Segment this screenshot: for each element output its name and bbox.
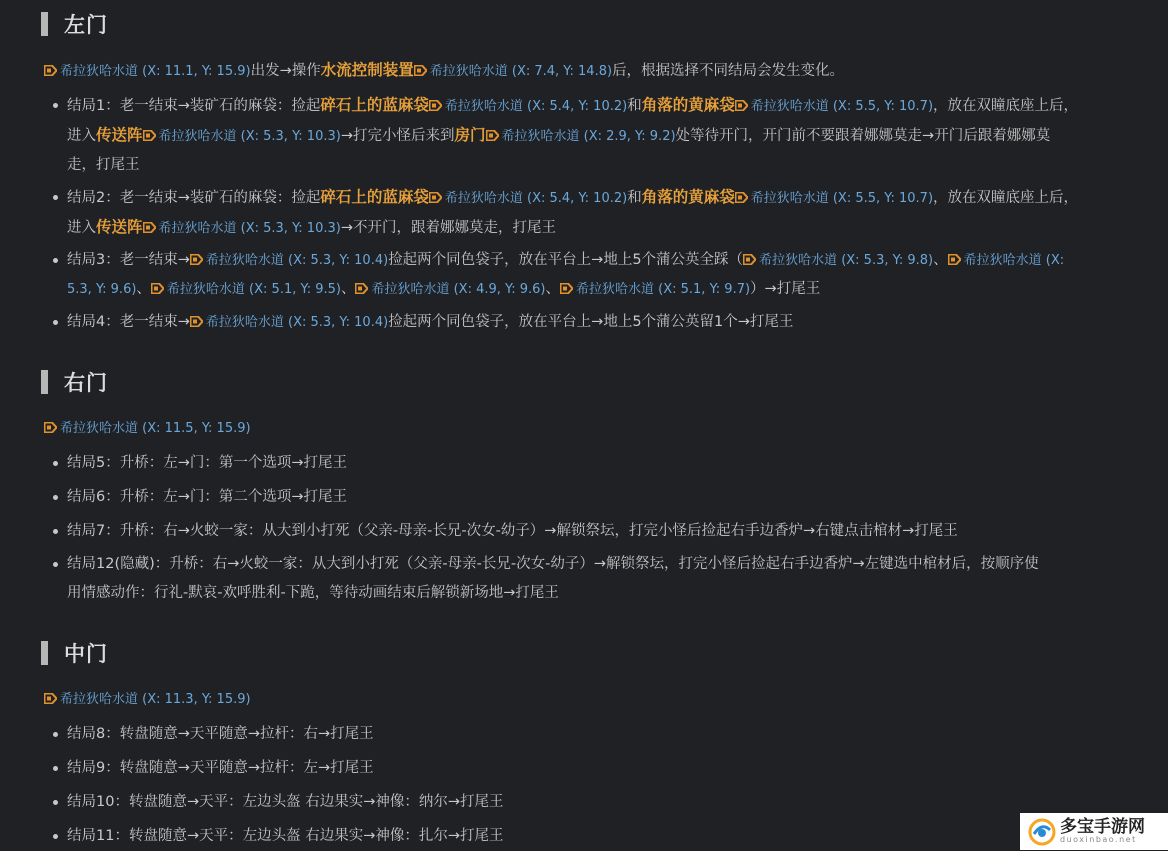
location-tag-icon bbox=[486, 130, 499, 141]
location-link[interactable] bbox=[143, 221, 341, 236]
watermark-domain: duoxinbao.net bbox=[1060, 835, 1137, 844]
location-link[interactable] bbox=[355, 282, 545, 297]
swirl-logo-icon bbox=[1028, 818, 1056, 846]
list-item bbox=[67, 483, 1142, 512]
location-text[interactable]: 希拉狄哈水道 (X: 5.1, Y: 9.5) bbox=[166, 282, 341, 297]
text-run: 结局9：转盘随意→天平随意→拉杆：左→打尾王 bbox=[67, 760, 374, 776]
text-run: 结局5：升桥：左→门：第一个选项→打尾王 bbox=[67, 455, 348, 471]
location-text[interactable]: 希拉狄哈水道 (X: 5.5, Y: 10.7) bbox=[750, 191, 934, 206]
heading-bar bbox=[41, 641, 48, 665]
list-item bbox=[67, 720, 1142, 749]
list-item bbox=[67, 183, 1142, 243]
text-run: 捡起两个同色袋子，放在平台上→地上5个蒲公英留1个→打尾王 bbox=[388, 314, 794, 330]
location-link[interactable] bbox=[735, 99, 933, 114]
location-text[interactable]: 希拉狄哈水道 (X: 5.4, Y: 10.2) bbox=[444, 99, 628, 114]
location-tag-icon bbox=[190, 254, 203, 265]
item-name: 角落的黄麻袋 bbox=[641, 188, 735, 206]
location-tag-icon bbox=[414, 65, 427, 76]
location-tag-icon bbox=[429, 100, 442, 111]
item-name: 碎石上的蓝麻袋 bbox=[320, 188, 429, 206]
list-item bbox=[67, 822, 1142, 851]
location-link[interactable] bbox=[414, 64, 612, 79]
location-text[interactable]: 5.3, Y: 9.6) bbox=[67, 282, 137, 297]
location-text[interactable]: 希拉狄哈水道 (X: 5.3, Y: 10.4) bbox=[205, 315, 389, 330]
item-name: 碎石上的蓝麻袋 bbox=[320, 96, 429, 114]
location-link[interactable] bbox=[151, 282, 341, 297]
section-intro bbox=[44, 414, 251, 443]
text-run: 、 bbox=[933, 252, 948, 268]
location-tag-icon bbox=[143, 222, 156, 233]
location-tag-icon bbox=[190, 316, 203, 327]
location-link[interactable] bbox=[44, 421, 251, 436]
text-run: 、 bbox=[545, 281, 561, 297]
location-tag-icon bbox=[948, 254, 961, 265]
text-run: 走，打尾王 bbox=[67, 157, 140, 173]
location-tag-icon bbox=[743, 254, 756, 265]
text-run: 捡起两个同色袋子，放在平台上→地上5个蒲公英全踩（ bbox=[388, 252, 744, 268]
list-item bbox=[67, 517, 1142, 546]
text-run: 结局2：老一结束→装矿石的麻袋：捡起 bbox=[67, 190, 321, 206]
location-text[interactable]: 希拉狄哈水道 (X: 5.3, Y: 10.4) bbox=[205, 253, 389, 268]
text-run: ，放在双瞳底座上后， bbox=[933, 98, 1079, 114]
location-text[interactable]: 希拉狄哈水道 (X: 5.3, Y: 10.3) bbox=[158, 129, 341, 144]
text-run: 进入 bbox=[67, 220, 96, 236]
location-text[interactable]: 希拉狄哈水道 (X: 11.1, Y: 15.9) bbox=[60, 64, 251, 79]
location-link[interactable] bbox=[190, 315, 388, 330]
text-run: 、 bbox=[136, 281, 151, 297]
location-tag-icon bbox=[44, 422, 57, 433]
text-run: 结局8：转盘随意→天平随意→拉杆：右→打尾王 bbox=[67, 726, 374, 742]
text-run: 结局4：老一结束→ bbox=[67, 314, 190, 330]
section-title: 右门 bbox=[64, 371, 108, 395]
text-run: 和 bbox=[627, 190, 642, 206]
location-text[interactable]: 希拉狄哈水道 (X: 5.4, Y: 10.2) bbox=[444, 191, 628, 206]
text-run: 结局10：转盘随意→天平：左边头盔 右边果实→神像：纳尔→打尾王 bbox=[67, 794, 504, 810]
location-text[interactable]: 希拉狄哈水道 (X: bbox=[963, 253, 1065, 268]
location-text[interactable]: 希拉狄哈水道 (X: 5.3, Y: 10.3) bbox=[158, 221, 341, 236]
text-run: 结局1：老一结束→装矿石的麻袋：捡起 bbox=[67, 98, 321, 114]
text-run: 、 bbox=[340, 281, 356, 297]
text-run: →打完小怪后来到 bbox=[340, 128, 455, 144]
heading-bar bbox=[41, 12, 48, 36]
section-heading-right bbox=[41, 368, 108, 396]
location-text[interactable]: 希拉狄哈水道 (X: 11.5, Y: 15.9) bbox=[60, 421, 251, 436]
location-text[interactable]: 希拉狄哈水道 (X: 7.4, Y: 14.8) bbox=[429, 64, 613, 79]
location-tag-icon bbox=[355, 283, 368, 294]
text-run: 结局6：升桥：左→门：第二个选项→打尾王 bbox=[67, 489, 348, 505]
location-link[interactable] bbox=[429, 99, 627, 114]
item-name: 传送阵 bbox=[96, 126, 143, 144]
heading-bar bbox=[41, 370, 48, 394]
text-run: →不开门，跟着娜娜莫走，打尾王 bbox=[340, 220, 556, 236]
location-tag-icon bbox=[735, 100, 748, 111]
text-run: 和 bbox=[627, 98, 642, 114]
location-tag-icon bbox=[560, 283, 573, 294]
section-heading-middle bbox=[41, 639, 108, 667]
location-text[interactable]: 希拉狄哈水道 (X: 2.9, Y: 9.2) bbox=[501, 129, 676, 144]
location-link[interactable] bbox=[429, 191, 627, 206]
list-item bbox=[67, 308, 1142, 337]
section-title: 中门 bbox=[64, 642, 108, 666]
text-run: ，放在双瞳底座上后， bbox=[933, 190, 1079, 206]
location-link[interactable] bbox=[948, 253, 1065, 268]
list-item bbox=[67, 449, 1142, 478]
list-item bbox=[67, 91, 1142, 180]
location-tag-icon bbox=[735, 192, 748, 203]
location-text[interactable]: 希拉狄哈水道 (X: 4.9, Y: 9.6) bbox=[371, 282, 546, 297]
text-run: 处等待开门，开门前不要跟着娜娜莫走→开门后跟着娜娜莫 bbox=[675, 128, 1051, 144]
item-name: 角落的黄麻袋 bbox=[641, 96, 735, 114]
location-text[interactable]: 希拉狄哈水道 (X: 5.1, Y: 9.7) bbox=[576, 282, 751, 297]
list-item bbox=[67, 754, 1142, 783]
location-text[interactable]: 希拉狄哈水道 (X: 5.3, Y: 9.8) bbox=[759, 253, 934, 268]
item-name: 水流控制装置 bbox=[320, 61, 414, 79]
location-tag-icon bbox=[429, 192, 442, 203]
location-tag-icon bbox=[44, 65, 57, 76]
location-link[interactable] bbox=[735, 191, 933, 206]
location-tag-icon bbox=[143, 130, 156, 141]
section-intro bbox=[44, 56, 844, 86]
location-link[interactable] bbox=[67, 282, 136, 297]
location-text[interactable]: 希拉狄哈水道 (X: 11.3, Y: 15.9) bbox=[60, 692, 251, 707]
location-link[interactable] bbox=[44, 692, 251, 707]
location-link[interactable] bbox=[560, 282, 750, 297]
text-run: 结局12(隐藏)：升桥：右→火蛟一家：从大到小打死（父亲-母亲-长兄-次女-幼子）→解锁祭坛，打完小怪后捡起右手边香炉→左键选中棺材后，按顺序使 bbox=[67, 556, 1039, 572]
section-intro bbox=[44, 685, 251, 714]
list-item bbox=[67, 788, 1142, 817]
text-run: 后，根据选择不同结局会发生变化。 bbox=[612, 63, 845, 79]
location-tag-icon bbox=[44, 693, 57, 704]
section-title: 左门 bbox=[64, 13, 108, 37]
location-text[interactable]: 希拉狄哈水道 (X: 5.5, Y: 10.7) bbox=[750, 99, 934, 114]
item-name: 传送阵 bbox=[96, 218, 143, 236]
site-watermark bbox=[1020, 813, 1168, 850]
text-run: 进入 bbox=[67, 128, 96, 144]
list-item bbox=[67, 246, 1142, 304]
text-run: 结局3：老一结束→ bbox=[67, 252, 190, 268]
location-link[interactable] bbox=[143, 129, 341, 144]
section-heading-left bbox=[41, 10, 108, 38]
location-link[interactable] bbox=[486, 129, 676, 144]
text-run: 结局11：转盘随意→天平：左边头盔 右边果实→神像：扎尔→打尾王 bbox=[67, 828, 504, 844]
location-link[interactable] bbox=[743, 253, 933, 268]
text-run: ）→打尾王 bbox=[750, 281, 821, 297]
text-run: 结局7：升桥：右→火蛟一家：从大到小打死（父亲-母亲-长兄-次女-幼子）→解锁祭坛，打完小怪后捡起右手边香炉→右键点击棺材→打尾王 bbox=[67, 523, 958, 539]
watermark-name: 多宝手游网 bbox=[1060, 817, 1145, 837]
location-link[interactable] bbox=[190, 253, 388, 268]
list-item bbox=[67, 550, 1142, 608]
text-run: 用情感动作：行礼-默哀-欢呼胜利-下跪，等待动画结束后解锁新场地→打尾王 bbox=[67, 585, 559, 601]
location-link[interactable] bbox=[44, 64, 251, 79]
item-name: 房门 bbox=[454, 126, 486, 144]
location-tag-icon bbox=[151, 283, 164, 294]
text-run: 出发→操作 bbox=[250, 63, 321, 79]
